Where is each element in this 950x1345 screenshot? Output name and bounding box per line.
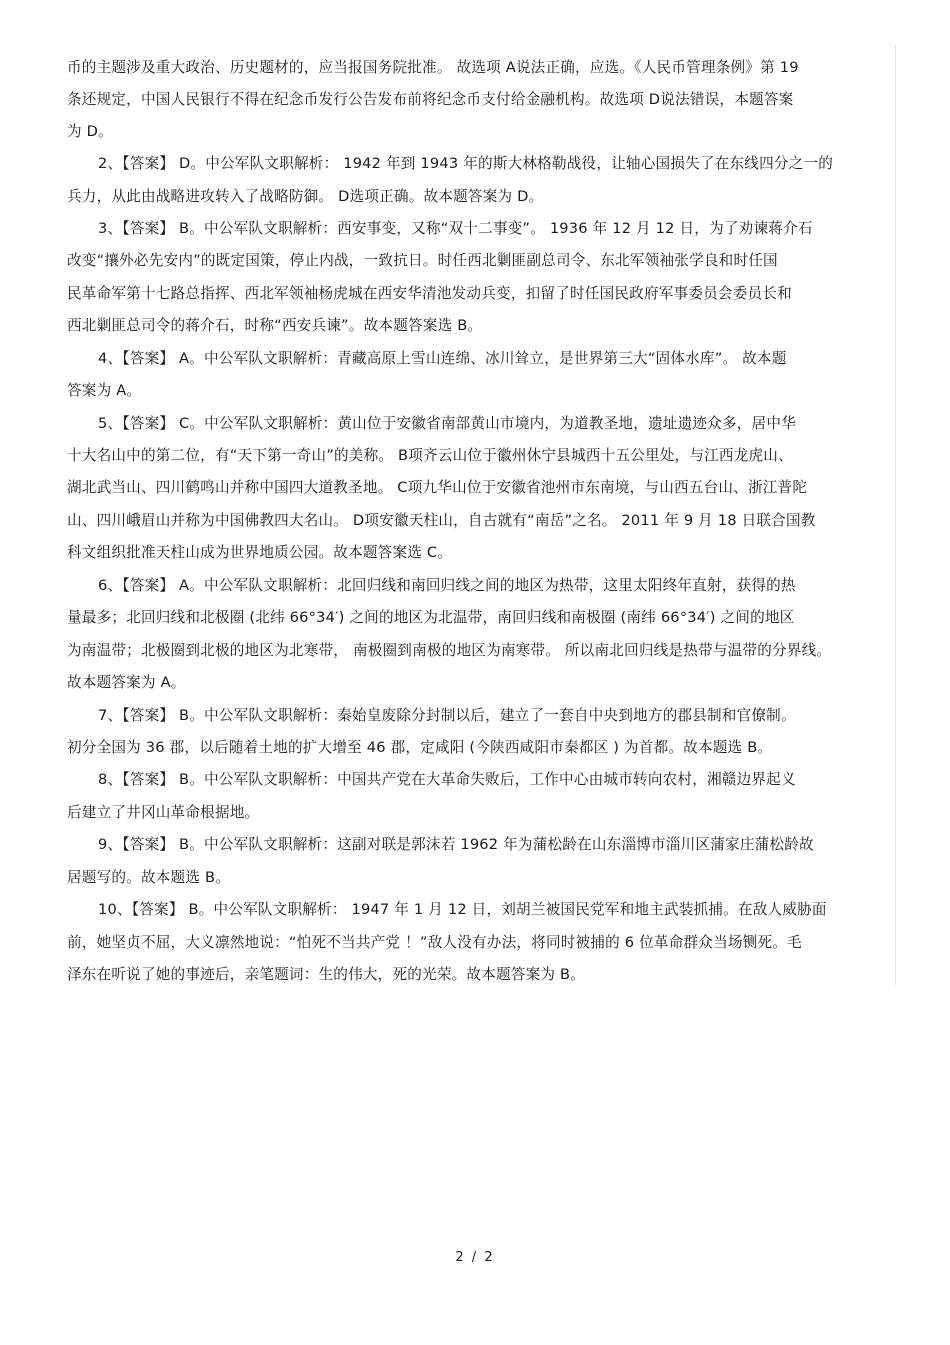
answer-3: 3、【答案】 B。中公军队文职解析：西安事变，又称“双十二事变”。 1936 年 12 月 12 日，为了劝谏蒋介石: [98, 220, 813, 237]
answer-10: 10、【答案】 B。中公军队文职解析： 1947 年 1 月 12 日，刘胡兰被国民党军和地主武装抓捕。在敌人威胁面: [98, 901, 827, 918]
text-line: 兵力，从此由战略进攻转入了战略防御。 D选项正确。故本题答案为 D。: [67, 188, 544, 205]
text-line: 居题写的。故本题选 B。: [67, 869, 230, 886]
answer-9: 9、【答案】 B。中公军队文职解析：这副对联是郭沫若 1962 年为蒲松龄在山东淄博市淄川区蒲家庄蒲松龄故: [98, 836, 814, 853]
text-line: 为南温带；北极圈到北极的地区为北寒带， 南极圈到南极的地区为南寒带。 所以南北回归线是热带与温带的分界线。: [67, 642, 832, 659]
answer-6: 6、【答案】 A。中公军队文职解析：北回归线和南回归线之间的地区为热带，这里太阳终年直射，获得的热: [98, 577, 796, 594]
text-line: 币的主题涉及重大政治、历史题材的，应当报国务院批准。 故选项 A说法正确，应选。《人民币管理条例》第 19: [67, 59, 799, 76]
page-number: 2 / 2: [455, 1250, 495, 1265]
text-line: 初分全国为 36 郡，以后随着土地的扩大增至 46 郡，定咸阳 (今陕西咸阳市秦都区 ) 为首都。故本题选 B。: [67, 739, 773, 756]
answer-4: 4、【答案】 A。中公军队文职解析：青藏高原上雪山连绵、冰川耸立，是世界第三大“固体水库”。 故本题: [98, 350, 787, 367]
text-line: 后建立了井冈山革命根据地。: [67, 804, 260, 821]
text-line: 条还规定，中国人民银行不得在纪念币发行公告发布前将纪念币支付给金融机构。故选项 D说法错误，本题答案: [67, 91, 794, 108]
text-line: 量最多；北回归线和北极圈 (北纬 66°34′) 之间的地区为北温带，南回归线和南极圈 (南纬 66°34′) 之间的地区: [67, 609, 795, 626]
text-line: 民革命军第十七路总指挥、西北军领袖杨虎城在西安华清池发动兵变，扣留了时任国民政府军事委员会委员长和: [67, 285, 792, 302]
answer-8: 8、【答案】 B。中公军队文职解析：中国共产党在大革命失败后，工作中心由城市转向农村，湘赣边界起义: [98, 771, 796, 788]
text-line: 科文组织批准天柱山成为世界地质公园。故本题答案选 C。: [67, 544, 453, 561]
answer-5: 5、【答案】 C。中公军队文职解析：黄山位于安徽省南部黄山市境内，为道教圣地，遗址遗迹众多，居中华: [98, 415, 796, 432]
answer-2: 2、【答案】 D。中公军队文职解析： 1942 年到 1943 年的斯大林格勒战役，让轴心国损失了在东线四分之一的: [98, 155, 834, 172]
text-line: 前，她坚贞不屈，大义凛然地说：“怕死不当共产党 ！”敌人没有办法，将同时被捕的 6 位革命群众当场铡死。毛: [67, 934, 802, 951]
text-line: 西北剿匪总司令的蒋介石，时称“西安兵谏”。故本题答案选 B。: [67, 317, 483, 334]
text-line: 为 D。: [67, 123, 113, 140]
text-line: 山、四川峨眉山并称为中国佛教四大名山。 D项安徽天柱山，自古就有“南岳”之名。 2011 年 9 月 18 日联合国教: [67, 512, 816, 529]
text-line: 湖北武当山、四川鹤鸣山并称中国四大道教圣地。 C项九华山位于安徽省池州市东南境，与山西五台山、浙江普陀: [67, 479, 808, 496]
text-line: 答案为 A。: [67, 382, 142, 399]
text-line: 改变“攘外必先安内”的既定国策，停止内战，一致抗日。时任西北剿匪副总司令、东北军领袖张学良和时任国: [67, 252, 778, 269]
answer-7: 7、【答案】 B。中公军队文职解析：秦始皇废除分封制以后，建立了一套自中央到地方的郡县制和官僚制。: [98, 707, 796, 724]
text-line: 泽东在听说了她的事迹后，亲笔题词：生的伟大，死的光荣。故本题答案为 B。: [67, 966, 586, 983]
text-line: 十大名山中的第二位，有“天下第一奇山”的美称。 B项齐云山位于徽州休宁县城西十五公里处，与江西龙虎山、: [67, 447, 793, 464]
text-line: 故本题答案为 A。: [67, 674, 186, 691]
